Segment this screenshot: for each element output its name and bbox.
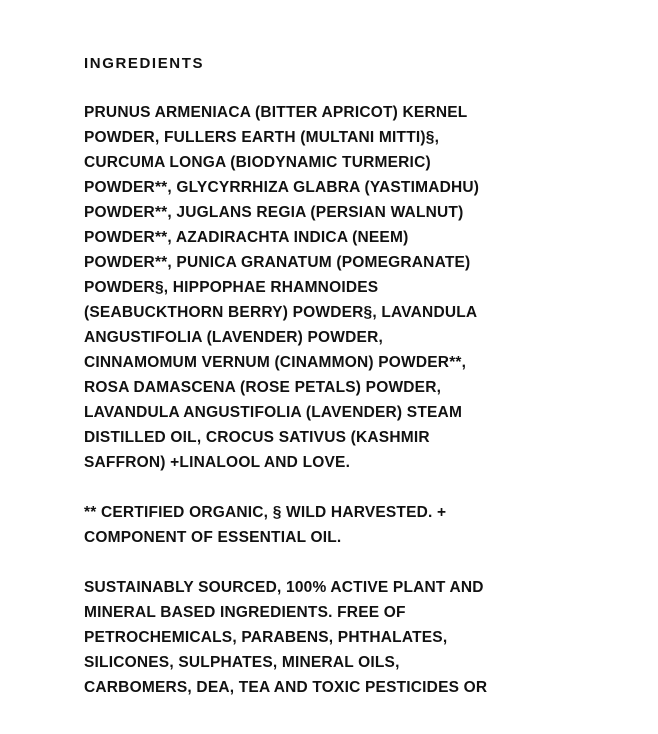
certification-notes bbox=[84, 500, 644, 550]
ingredients-line: SAFFRON) +LINALOOL AND LOVE. bbox=[84, 454, 351, 471]
notes-line: ** CERTIFIED ORGANIC, § WILD HARVESTED. + bbox=[84, 504, 447, 521]
claims-line: MINERAL BASED INGREDIENTS. FREE OF bbox=[84, 604, 406, 621]
ingredients-line: LAVANDULA ANGUSTIFOLIA (LAVENDER) STEAM bbox=[84, 404, 463, 421]
ingredients-line: (SEABUCKTHORN BERRY) POWDER§, LAVANDULA bbox=[84, 304, 478, 321]
ingredients-line: CURCUMA LONGA (BIODYNAMIC TURMERIC) bbox=[84, 154, 431, 171]
ingredients-line: ANGUSTIFOLIA (LAVENDER) POWDER, bbox=[84, 329, 383, 346]
ingredients-line: PRUNUS ARMENIACA (BITTER APRICOT) KERNEL bbox=[84, 104, 468, 121]
ingredients-heading: INGREDIENTS bbox=[84, 55, 205, 72]
ingredients-line: POWDER**, JUGLANS REGIA (PERSIAN WALNUT) bbox=[84, 204, 464, 221]
claims-line: SUSTAINABLY SOURCED, 100% ACTIVE PLANT AND bbox=[84, 579, 484, 596]
claims-line: SILICONES, SULPHATES, MINERAL OILS, bbox=[84, 654, 400, 671]
ingredients-line: DISTILLED OIL, CROCUS SATIVUS (KASHMIR bbox=[84, 429, 430, 446]
notes-line: COMPONENT OF ESSENTIAL OIL. bbox=[84, 529, 342, 546]
ingredients-line: POWDER**, GLYCYRRHIZA GLABRA (YASTIMADHU) bbox=[84, 179, 480, 196]
sourcing-claims bbox=[84, 575, 644, 700]
ingredients-line: ROSA DAMASCENA (ROSE PETALS) POWDER, bbox=[84, 379, 442, 396]
claims-line: CARBOMERS, DEA, TEA AND TOXIC PESTICIDES OR bbox=[84, 679, 488, 696]
ingredients-line: POWDER**, PUNICA GRANATUM (POMEGRANATE) bbox=[84, 254, 471, 271]
ingredients-list bbox=[84, 100, 644, 475]
ingredients-line: POWDER, FULLERS EARTH (MULTANI MITTI)§, bbox=[84, 129, 440, 146]
ingredients-line: POWDER§, HIPPOPHAE RHAMNOIDES bbox=[84, 279, 379, 296]
claims-line: PETROCHEMICALS, PARABENS, PHTHALATES, bbox=[84, 629, 448, 646]
ingredients-document bbox=[84, 52, 644, 725]
ingredients-line: CINNAMOMUM VERNUM (CINAMMON) POWDER**, bbox=[84, 354, 467, 371]
ingredients-line: POWDER**, AZADIRACHTA INDICA (NEEM) bbox=[84, 229, 409, 246]
